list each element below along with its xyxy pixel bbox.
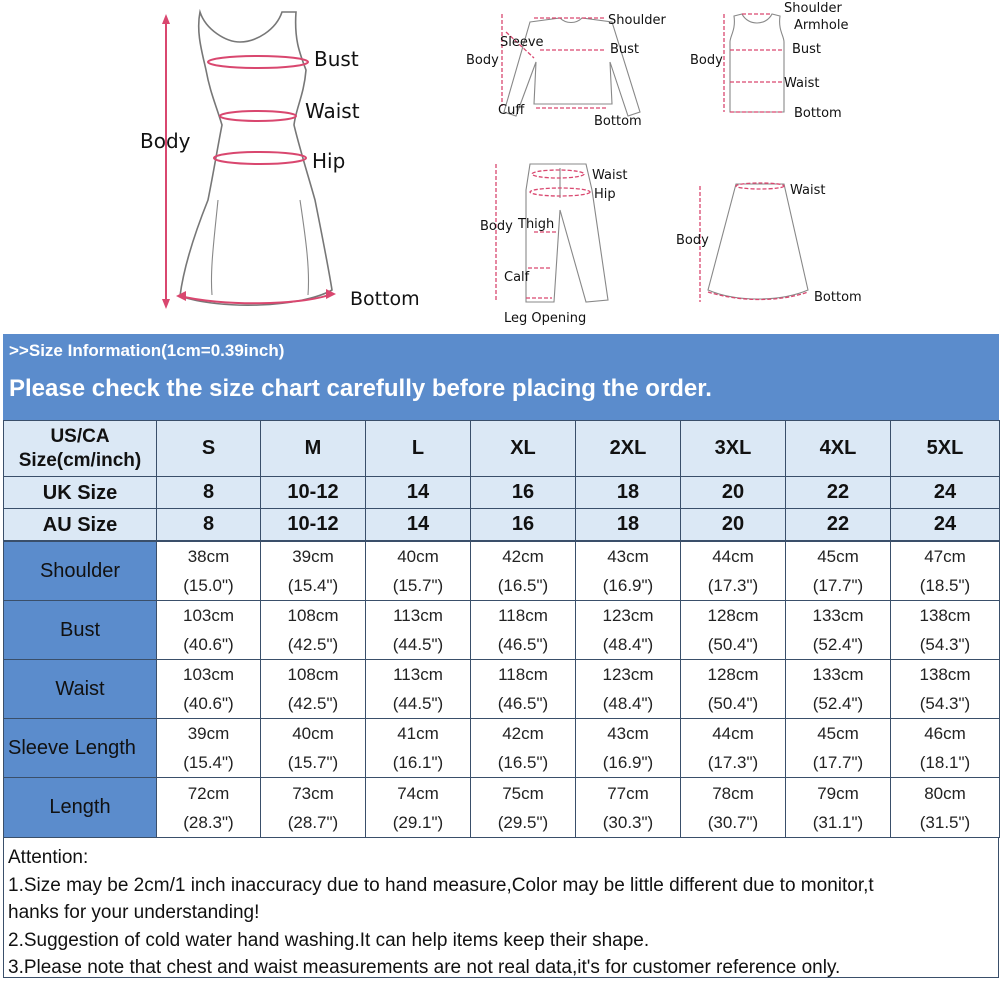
pants-body-label: Body xyxy=(480,219,513,234)
vest-shoulder-label: Shoulder xyxy=(784,1,842,16)
measurement-cell xyxy=(261,719,366,778)
measurement-inch: (30.3") xyxy=(602,812,654,832)
measurement-cm: 44cm xyxy=(712,547,754,566)
measurement-inch: (54.3") xyxy=(919,635,971,654)
measurement-cm: 103cm xyxy=(182,606,235,625)
measurement-cm: 39cm xyxy=(292,547,334,566)
size-5xl: 5XL xyxy=(891,421,1000,477)
measurement-cell xyxy=(891,601,1000,660)
au-size-cell: 14 xyxy=(366,509,471,541)
measurement-cm: 40cm xyxy=(397,547,439,566)
measurement-cm: 42cm xyxy=(502,547,544,566)
measurement-inch: (31.1") xyxy=(812,812,864,832)
pants-hip-label: Hip xyxy=(594,187,616,202)
measurement-inch: (18.1") xyxy=(919,753,971,772)
measurement-inch: (17.7") xyxy=(812,753,864,772)
measurement-cell xyxy=(576,601,681,660)
measurement-inch: (28.7") xyxy=(287,812,339,832)
measurement-cm: 42cm xyxy=(502,724,544,743)
uk-size-label: UK Size xyxy=(4,477,157,509)
measurement-cm: 123cm xyxy=(602,606,654,625)
au-size-cell: 8 xyxy=(157,509,261,541)
dress-diagram xyxy=(140,12,420,310)
measurement-cm: 103cm xyxy=(182,665,235,684)
uk-size-cell: 8 xyxy=(157,477,261,509)
size-info-subtitle: Please check the size chart carefully before placing the order. xyxy=(9,375,712,402)
top-sleeve-label: Sleeve xyxy=(500,35,544,50)
pants-calf-label: Calf xyxy=(504,270,530,285)
measurement-cm: 138cm xyxy=(919,665,971,684)
measurement-inch: (29.5") xyxy=(497,812,549,832)
measurement-cell xyxy=(471,542,576,601)
attention-line-1: 1.Size may be 2cm/1 inch inaccuracy due to hand measure,Color may be little different due to monitor,t xyxy=(8,874,874,896)
measurement-cm: 46cm xyxy=(924,724,966,743)
measurement-cm: 138cm xyxy=(919,606,971,625)
measurement-cell xyxy=(786,542,891,601)
measurement-inch: (17.3") xyxy=(707,576,759,595)
measurement-cm: 74cm xyxy=(397,783,439,803)
attention-line-1-continued: hanks for your understanding! xyxy=(8,902,260,923)
vest-bust-label: Bust xyxy=(792,42,822,57)
measurement-inch: (46.5") xyxy=(497,694,549,713)
measurement-row xyxy=(4,778,1000,838)
uk-size-cell: 20 xyxy=(681,477,786,509)
measurement-cell xyxy=(366,660,471,719)
pants-diagram xyxy=(480,164,627,326)
measurement-inch: (40.6") xyxy=(183,635,234,654)
measurement-inch: (15.4") xyxy=(183,753,234,772)
measurement-inch: (29.1") xyxy=(392,812,444,832)
skirt-bottom-label: Bottom xyxy=(814,290,862,305)
pants-leg-opening-label: Leg Opening xyxy=(504,311,587,326)
uk-size-cell: 16 xyxy=(471,477,576,509)
measurement-cm: 78cm xyxy=(712,783,754,803)
measurement-cm: 45cm xyxy=(817,724,859,743)
measurement-cm: 77cm xyxy=(607,783,649,803)
measurement-inch: (42.5") xyxy=(287,694,339,713)
measurement-inch: (40.6") xyxy=(183,694,234,713)
measurement-cell xyxy=(576,778,681,838)
measurement-cm: 43cm xyxy=(607,724,649,743)
measurement-inch: (15.7") xyxy=(392,576,444,595)
dress-hip-label: Hip xyxy=(312,149,346,173)
size-xl: XL xyxy=(471,421,576,477)
us-size-label: US/CA Size(cm/inch) xyxy=(4,421,157,477)
measurement-cell xyxy=(786,778,891,838)
measurement-cell xyxy=(891,542,1000,601)
measurement-cm: 45cm xyxy=(817,547,859,566)
measurement-cm: 113cm xyxy=(393,665,443,684)
vest-bottom-label: Bottom xyxy=(794,106,842,121)
measurement-cell xyxy=(891,719,1000,778)
measurement-inch: (52.4") xyxy=(812,635,864,654)
measurement-cell xyxy=(261,660,366,719)
uk-size-cell: 10-12 xyxy=(261,477,366,509)
size-chart-section xyxy=(3,334,999,998)
dress-waist-label: Waist xyxy=(305,99,360,123)
au-size-row xyxy=(4,509,1000,541)
measurement-cell xyxy=(786,601,891,660)
measurement-cell xyxy=(786,660,891,719)
measurement-label: Bust xyxy=(4,601,157,660)
measurement-inch: (48.4") xyxy=(602,635,654,654)
measurement-row xyxy=(4,542,1000,601)
measurement-inch: (15.7") xyxy=(287,753,339,772)
measurement-inch: (52.4") xyxy=(812,694,864,713)
measurement-label: Shoulder xyxy=(4,542,157,601)
measurement-cm: 123cm xyxy=(602,665,654,684)
vest-body-label: Body xyxy=(690,53,723,68)
measurement-inch: (16.9") xyxy=(602,753,654,772)
measurement-cell xyxy=(471,601,576,660)
measurement-inch: (16.9") xyxy=(602,576,654,595)
measurement-inch: (42.5") xyxy=(287,635,339,654)
measurement-cell xyxy=(157,601,261,660)
top-bottom-label: Bottom xyxy=(594,114,642,129)
measurement-cm: 128cm xyxy=(707,606,759,625)
measurement-inch: (44.5") xyxy=(392,694,444,713)
measurement-inch: (17.3") xyxy=(707,753,759,772)
measurement-cell xyxy=(261,542,366,601)
au-size-label: AU Size xyxy=(4,509,157,541)
measurement-cm: 108cm xyxy=(287,665,339,684)
size-4xl: 4XL xyxy=(786,421,891,477)
attention-notes xyxy=(3,838,999,978)
measurement-cell xyxy=(366,778,471,838)
measurement-cm: 41cm xyxy=(397,724,439,743)
measurement-cm: 108cm xyxy=(287,606,339,625)
uk-size-cell: 24 xyxy=(891,477,1000,509)
measurement-inch: (44.5") xyxy=(392,635,444,654)
measurement-table xyxy=(3,541,1000,838)
measurement-cm: 39cm xyxy=(187,724,230,743)
measurement-inch: (50.4") xyxy=(707,694,759,713)
size-2xl: 2XL xyxy=(576,421,681,477)
measurement-cm: 73cm xyxy=(292,783,334,803)
measurement-cell xyxy=(681,660,786,719)
measurement-cm: 113cm xyxy=(393,606,443,625)
uk-size-cell: 22 xyxy=(786,477,891,509)
vest-waist-label: Waist xyxy=(784,76,820,91)
pants-waist-label: Waist xyxy=(592,168,628,183)
measurement-cm: 47cm xyxy=(924,547,966,566)
attention-title: Attention: xyxy=(8,847,89,868)
measurement-row xyxy=(4,719,1000,778)
attention-line-3: 3.Please note that chest and waist measurements are not real data,it's for customer reference only. xyxy=(8,957,841,978)
uk-size-cell: 18 xyxy=(576,477,681,509)
measurement-cm: 79cm xyxy=(817,783,859,803)
measurement-cell xyxy=(366,601,471,660)
measurement-inch: (54.3") xyxy=(919,694,971,713)
measurement-inch: (48.4") xyxy=(602,694,654,713)
measurement-cell xyxy=(261,778,366,838)
measurement-cm: 38cm xyxy=(187,547,230,566)
measurement-cell xyxy=(786,719,891,778)
measurement-cell xyxy=(157,719,261,778)
skirt-waist-label: Waist xyxy=(790,183,826,198)
measurement-cm: 80cm xyxy=(924,783,966,803)
top-bust-label: Bust xyxy=(610,42,640,57)
measurement-inch: (28.3") xyxy=(183,812,234,832)
measurement-inch: (15.4") xyxy=(287,576,339,595)
measurement-row xyxy=(4,660,1000,719)
measurement-cm: 118cm xyxy=(498,606,548,625)
pants-thigh-label: Thigh xyxy=(518,217,555,232)
top-shoulder-label: Shoulder xyxy=(608,13,666,28)
measurement-cell xyxy=(471,719,576,778)
measurement-cell xyxy=(471,778,576,838)
measurement-cm: 128cm xyxy=(707,665,759,684)
us-size-row xyxy=(4,421,1000,477)
measurement-inch: (16.1") xyxy=(392,753,444,772)
measurement-cm: 72cm xyxy=(187,783,230,803)
measurement-cell xyxy=(681,778,786,838)
dress-body-label: Body xyxy=(140,129,191,153)
measurement-cell xyxy=(157,660,261,719)
measurement-label: Length xyxy=(4,778,157,838)
measurement-cell xyxy=(576,660,681,719)
measurement-inch: (31.5") xyxy=(919,812,971,832)
size-info-banner xyxy=(3,334,999,420)
measurement-inch: (16.5") xyxy=(497,753,549,772)
au-size-cell: 18 xyxy=(576,509,681,541)
measurement-cell xyxy=(157,778,261,838)
size-l: L xyxy=(366,421,471,477)
au-size-cell: 22 xyxy=(786,509,891,541)
measurement-inch: (15.0") xyxy=(183,576,234,595)
measurement-label: Sleeve Length xyxy=(4,719,157,778)
top-body-label: Body xyxy=(466,53,499,68)
measurement-cm: 133cm xyxy=(812,665,864,684)
measurement-cell xyxy=(576,542,681,601)
size-s: S xyxy=(157,421,261,477)
measurement-row xyxy=(4,601,1000,660)
measurement-cell xyxy=(366,542,471,601)
measurement-inch: (46.5") xyxy=(497,635,549,654)
size-info-title: >>Size Information(1cm=0.39inch) xyxy=(9,341,285,360)
dress-bust-label: Bust xyxy=(314,47,359,71)
au-size-cell: 24 xyxy=(891,509,1000,541)
measurement-inch: (17.7") xyxy=(812,576,864,595)
measurement-cell xyxy=(576,719,681,778)
measurement-cm: 75cm xyxy=(502,783,544,803)
measurement-cm: 133cm xyxy=(812,606,864,625)
measurement-cell xyxy=(157,542,261,601)
vest-diagram xyxy=(690,1,848,121)
uk-size-cell: 14 xyxy=(366,477,471,509)
uk-size-row xyxy=(4,477,1000,509)
au-size-cell: 10-12 xyxy=(261,509,366,541)
measurement-cm: 40cm xyxy=(292,724,334,743)
measurement-cell xyxy=(681,601,786,660)
measurement-label: Waist xyxy=(4,660,157,719)
skirt-body-label: Body xyxy=(676,233,709,248)
vest-armhole-label: Armhole xyxy=(794,18,849,33)
measurement-cell xyxy=(681,719,786,778)
measurement-cell xyxy=(261,601,366,660)
au-size-cell: 16 xyxy=(471,509,576,541)
skirt-diagram xyxy=(676,183,862,305)
measurement-cell xyxy=(891,660,1000,719)
measurement-inch: (50.4") xyxy=(707,635,759,654)
dress-bottom-label: Bottom xyxy=(350,288,420,310)
measurement-inch: (18.5") xyxy=(919,576,971,595)
measurement-cm: 44cm xyxy=(712,724,754,743)
attention-line-2: 2.Suggestion of cold water hand washing.It can help items keep their shape. xyxy=(8,929,650,951)
top-diagram xyxy=(466,13,667,129)
measurement-diagrams xyxy=(0,0,1000,332)
size-3xl: 3XL xyxy=(681,421,786,477)
measurement-inch: (16.5") xyxy=(497,576,549,595)
measurement-cell xyxy=(681,542,786,601)
measurement-cell xyxy=(366,719,471,778)
size-m: M xyxy=(261,421,366,477)
measurement-inch: (30.7") xyxy=(707,812,759,832)
au-size-cell: 20 xyxy=(681,509,786,541)
measurement-cm: 43cm xyxy=(607,547,649,566)
size-table xyxy=(3,420,1000,541)
measurement-cell xyxy=(891,778,1000,838)
measurement-cm: 118cm xyxy=(498,665,548,684)
top-cuff-label: Cuff xyxy=(498,103,525,118)
measurement-cell xyxy=(471,660,576,719)
